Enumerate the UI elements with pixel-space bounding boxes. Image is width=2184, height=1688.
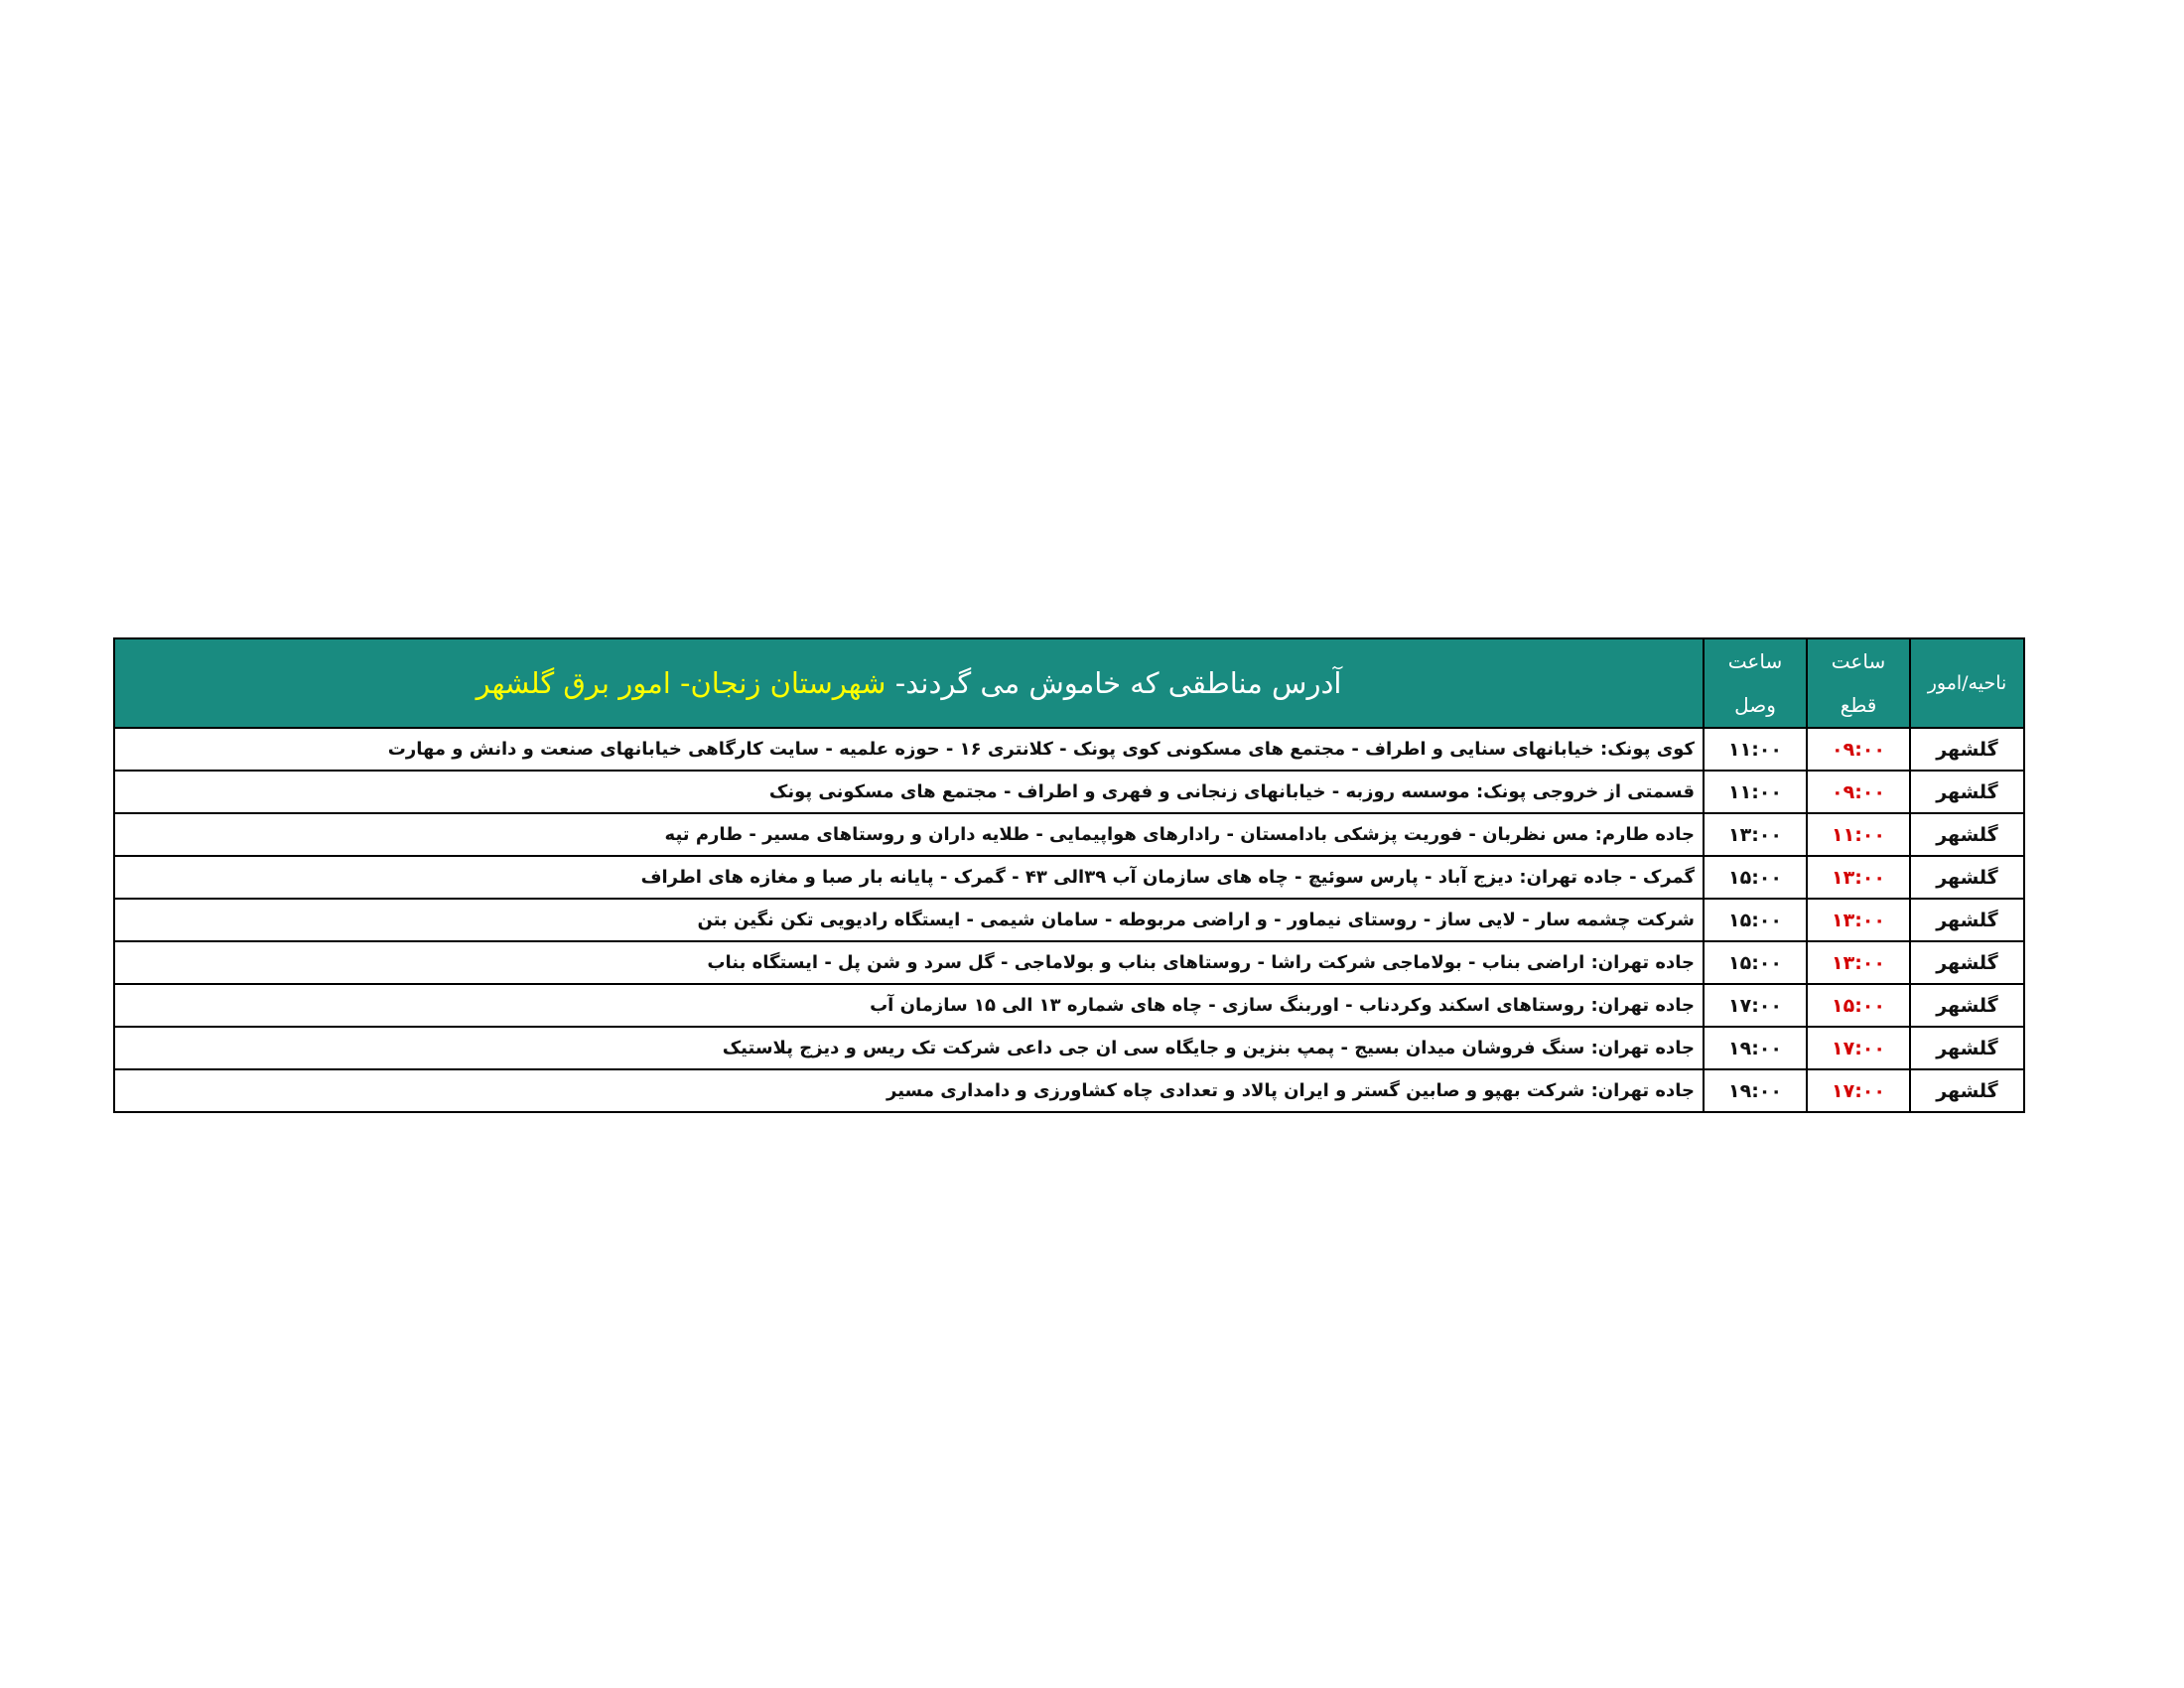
on-time-column-header — [1704, 638, 1807, 728]
on-time-cell: ۱۵:۰۰ — [1704, 941, 1807, 984]
title-location: شهرستان زنجان- امور برق گلشهر — [476, 666, 887, 700]
on-time-cell: ۱۱:۰۰ — [1704, 771, 1807, 813]
on-time-cell: ۱۵:۰۰ — [1704, 899, 1807, 941]
on-time-cell: ۱۹:۰۰ — [1704, 1027, 1807, 1069]
cut-time-cell: ۰۹:۰۰ — [1807, 728, 1910, 771]
table-title — [114, 638, 1704, 728]
area-cell: گلشهر — [1910, 1069, 2024, 1112]
table-row — [114, 856, 2024, 899]
cut-time-cell: ۱۱:۰۰ — [1807, 813, 1910, 856]
table-body — [114, 728, 2024, 1112]
area-cell: گلشهر — [1910, 899, 2024, 941]
cut-time-cell: ۱۷:۰۰ — [1807, 1069, 1910, 1112]
table-row — [114, 771, 2024, 813]
cut-time-cell: ۱۷:۰۰ — [1807, 1027, 1910, 1069]
table-row — [114, 813, 2024, 856]
on-time-cell: ۱۱:۰۰ — [1704, 728, 1807, 771]
on-time-cell: ۱۵:۰۰ — [1704, 856, 1807, 899]
table-row — [114, 984, 2024, 1027]
address-cell: کوی پونک: خیابانهای سنایی و اطراف - مجتمع های مسکونی کوی پونک - کلانتری ۱۶ - حوزه علمیه - سایت کارگاهی خیابانهای صنعت و دانش و مهارت — [114, 728, 1704, 771]
on-time-cell: ۱۳:۰۰ — [1704, 813, 1807, 856]
area-cell: گلشهر — [1910, 813, 2024, 856]
address-cell: جاده تهران: روستاهای اسکند وکردناب - اوربنگ سازی - چاه های شماره ۱۳ الی ۱۵ سازمان آب — [114, 984, 1704, 1027]
area-cell: گلشهر — [1910, 856, 2024, 899]
area-cell: گلشهر — [1910, 1027, 2024, 1069]
on-header-line2: وصل — [1734, 693, 1776, 717]
address-cell: شرکت چشمه سار - لایی ساز - روستای نیماور - و اراضی مربوطه - سامان شیمی - ایستگاه رادیویی تکن نگین بتن — [114, 899, 1704, 941]
table-row — [114, 941, 2024, 984]
cut-header-line2: قطع — [1840, 693, 1877, 717]
address-cell: جاده تهران: سنگ فروشان میدان بسیج - پمپ بنزین و جایگاه سی ان جی داعی شرکت تک ریس و دیزج پلاستیک — [114, 1027, 1704, 1069]
area-cell: گلشهر — [1910, 771, 2024, 813]
cut-header-line1: ساعت — [1831, 649, 1886, 673]
cut-time-cell: ۱۵:۰۰ — [1807, 984, 1910, 1027]
address-cell: قسمتی از خروجی پونک: موسسه روزبه - خیابانهای زنجانی و فهری و اطراف - مجتمع های مسکونی پونک — [114, 771, 1704, 813]
address-cell: جاده طارم: مس نظربان - فوریت پزشکی بادامستان - رادارهای هواپیمایی - طلایه داران و روستاهای مسیر - طارم تپه — [114, 813, 1704, 856]
address-cell: گمرک - جاده تهران: دیزج آباد - پارس سوئیچ - چاه های سازمان آب ۳۹الی ۴۳ - گمرک - پایانه بار صبا و مغازه های اطراف — [114, 856, 1704, 899]
title-main: آدرس مناطقی که خاموش می گردند- — [886, 666, 1342, 700]
outage-schedule-table — [113, 637, 2025, 1113]
cut-time-column-header — [1807, 638, 1910, 728]
table-row — [114, 1069, 2024, 1112]
table-row — [114, 728, 2024, 771]
area-cell: گلشهر — [1910, 941, 2024, 984]
address-cell: جاده تهران: اراضی بناب - بولاماجی شرکت راشا - روستاهای بناب و بولاماجی - گل سرد و شن پل - ایستگاه بناب — [114, 941, 1704, 984]
area-cell: گلشهر — [1910, 984, 2024, 1027]
table-header-row — [114, 638, 2024, 728]
cut-time-cell: ۱۳:۰۰ — [1807, 856, 1910, 899]
table-row — [114, 899, 2024, 941]
on-time-cell: ۱۹:۰۰ — [1704, 1069, 1807, 1112]
cut-time-cell: ۱۳:۰۰ — [1807, 941, 1910, 984]
address-cell: جاده تهران: شرکت بهپو و صابین گستر و ایران پالاد و تعدادی چاه کشاورزی و دامداری مسیر — [114, 1069, 1704, 1112]
table-row — [114, 1027, 2024, 1069]
on-time-cell: ۱۷:۰۰ — [1704, 984, 1807, 1027]
on-header-line1: ساعت — [1727, 649, 1783, 673]
area-cell: گلشهر — [1910, 728, 2024, 771]
area-column-header: ناحیه/امور — [1910, 638, 2024, 728]
cut-time-cell: ۰۹:۰۰ — [1807, 771, 1910, 813]
cut-time-cell: ۱۳:۰۰ — [1807, 899, 1910, 941]
